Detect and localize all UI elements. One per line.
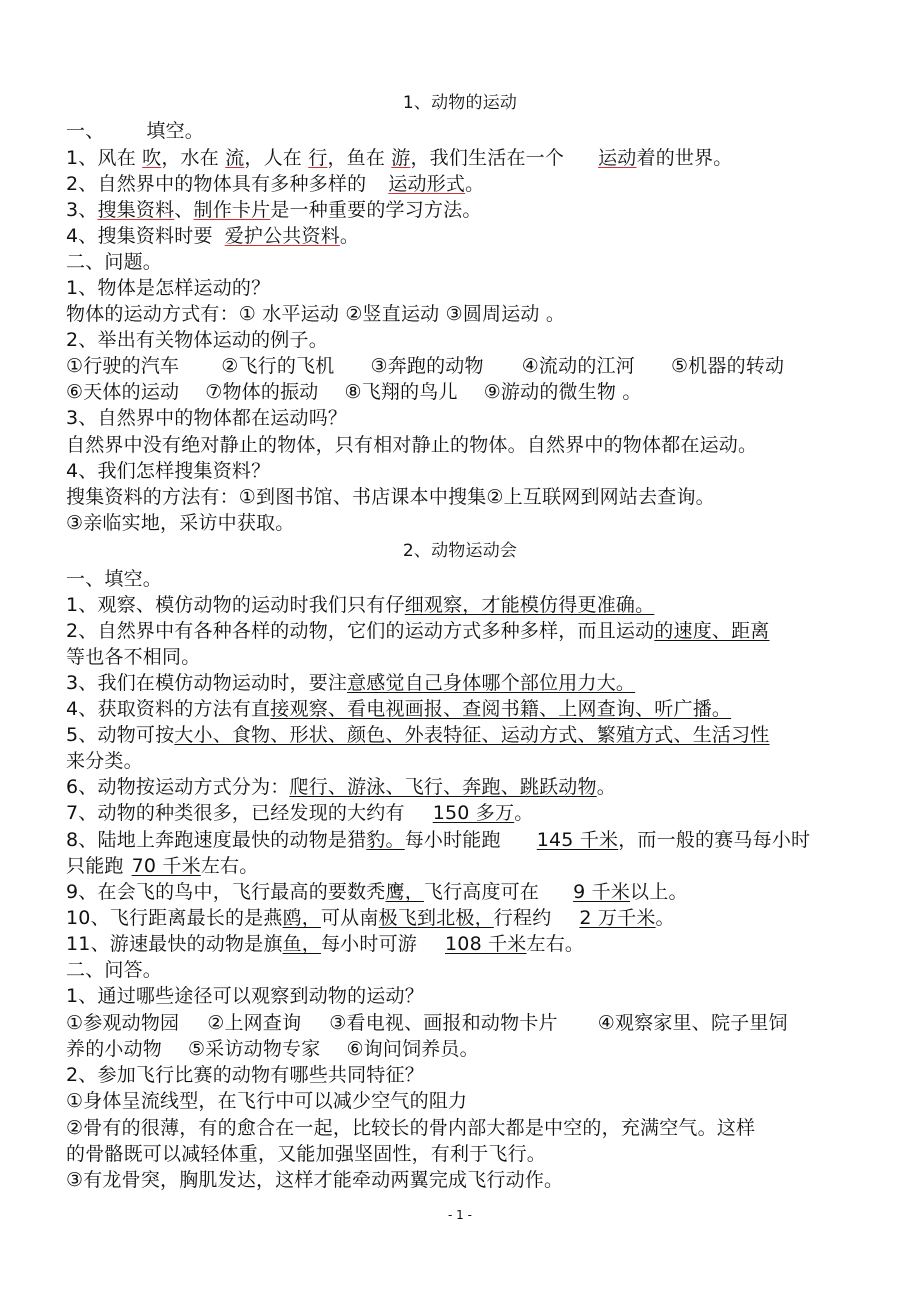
answer: 爱护公共资料 bbox=[224, 225, 340, 247]
list-item: 养的小动物 bbox=[66, 1038, 163, 1060]
text: ，我们生活在一个 bbox=[410, 147, 565, 169]
answer: 大小、食物、形状、颜色、外表特征、运动方式、繁殖方式、生活习性 bbox=[174, 724, 770, 746]
text: 2、自然界中有各种各样的动物，它们的运动方式多种多样，而且运动 bbox=[66, 620, 655, 642]
text: 是一种重要的学习方法。 bbox=[270, 199, 482, 221]
text: 。 bbox=[596, 776, 616, 798]
s2-q11 bbox=[66, 931, 880, 957]
text: 1、风在 bbox=[66, 147, 143, 169]
text: 7、动物的种类很多，已经发现的大约有 bbox=[66, 802, 405, 824]
answer: 流 bbox=[225, 147, 245, 169]
answer: 制作卡片 bbox=[193, 199, 271, 221]
s1-a2-row1 bbox=[66, 353, 880, 379]
answer: 豹。 bbox=[366, 829, 405, 851]
text: 只能跑 bbox=[66, 855, 124, 877]
answer: 鱼， bbox=[282, 933, 321, 955]
heading-number: 一、 bbox=[66, 120, 105, 142]
page-number: - 1 - bbox=[448, 1208, 472, 1222]
s2-a1-row1 bbox=[66, 1010, 880, 1036]
list-item: ⑦物体的振动 bbox=[205, 381, 319, 403]
s2-a2-question: 2、参加飞行比赛的动物有哪些共同特征？ bbox=[66, 1064, 424, 1086]
s1-a1-answer: 物体的运动方式有：① 水平运动 ②竖直运动 ③圆周运动 。 bbox=[66, 303, 566, 325]
s2-q2b: 等也各不相同。 bbox=[66, 646, 201, 668]
s2-q5b: 来分类。 bbox=[66, 750, 143, 772]
answer: 9 千米 bbox=[573, 881, 631, 903]
list-item: ⑧飞翔的鸟儿 bbox=[344, 381, 458, 403]
answer: 108 千米 bbox=[445, 933, 527, 955]
list-item: ⑥询问饲养员。 bbox=[346, 1038, 479, 1060]
list-item: ⑨游动的微生物 。 bbox=[483, 381, 642, 403]
s1-q3 bbox=[66, 197, 880, 223]
text: 。 bbox=[655, 907, 675, 929]
answer: 145 千米 bbox=[536, 829, 619, 851]
text: 9、在会飞的鸟中，飞行最高的要数秃 bbox=[66, 881, 386, 903]
s1-a4-answer-1: 搜集资料的方法有：①到图书馆、书店课本中搜集②上互联网到网站去查询。 bbox=[66, 486, 715, 508]
answer: 爬行、游泳、飞行、奔跑、跳跃动物 bbox=[289, 776, 597, 798]
list-item: ⑥天体的运动 bbox=[66, 381, 180, 403]
list-item: ⑤采访动物专家 bbox=[188, 1038, 321, 1060]
text: 行程约 bbox=[493, 907, 552, 929]
answer: 行 bbox=[308, 147, 328, 169]
s1-a3-answer: 自然界中没有绝对静止的物体，只有相对静止的物体。自然界中的物体都在运动。 bbox=[66, 434, 758, 456]
text: ，人在 bbox=[244, 147, 309, 169]
text: 6、动物按运动方式分为： bbox=[66, 776, 290, 798]
list-item: ⑤机器的转动 bbox=[670, 355, 785, 377]
s1-a1-question: 1、物体是怎样运动的？ bbox=[66, 277, 271, 299]
s1-qa-heading: 二、问题。 bbox=[66, 251, 163, 273]
text: ，鱼在 bbox=[327, 147, 392, 169]
s1-q4 bbox=[66, 223, 880, 249]
text: 10、飞行距离最长的是燕 bbox=[66, 907, 283, 929]
heading-label: 填空。 bbox=[146, 120, 205, 142]
s2-a2-answer-4: ③有龙骨突，胸肌发达，这样才能牵动两翼完成飞行动作。 bbox=[66, 1169, 564, 1191]
text: 可从南 bbox=[320, 907, 379, 929]
s2-q6 bbox=[66, 774, 880, 800]
list-item: ①行驶的汽车 bbox=[66, 355, 180, 377]
answer: 的速度、距离 bbox=[654, 620, 770, 642]
answer: 极飞到北极， bbox=[378, 907, 494, 929]
list-item: ②上网查询 bbox=[207, 1012, 302, 1034]
answer: 搜集资料 bbox=[97, 199, 175, 221]
text: 。 bbox=[514, 802, 534, 824]
text: 4、搜集资料时要 bbox=[66, 225, 213, 247]
s2-a1-row2 bbox=[66, 1036, 880, 1062]
s1-a3-question: 3、自然界中的物体都在运动吗？ bbox=[66, 407, 348, 429]
text: 飞行高度可在 bbox=[423, 881, 540, 903]
s2-q1 bbox=[66, 592, 880, 618]
list-item: ④观察家里、院子里饲 bbox=[597, 1012, 788, 1034]
list-item: ①参观动物园 bbox=[66, 1012, 180, 1034]
answer: 150 多万 bbox=[432, 802, 515, 824]
s1-a2-row2 bbox=[66, 379, 880, 405]
s2-q5a bbox=[66, 722, 880, 748]
s1-a4-question: 4、我们怎样搜集资料？ bbox=[66, 460, 271, 482]
text: 11、游速最快的动物是旗 bbox=[66, 933, 283, 955]
s2-q9 bbox=[66, 879, 880, 905]
answer: 细观察，才能模仿得更准确。 bbox=[404, 594, 655, 616]
s2-q2a bbox=[66, 618, 880, 644]
text: 8、陆地上奔跑速度最快的动物是猎 bbox=[66, 829, 367, 851]
s2-q8a bbox=[66, 827, 880, 853]
answer: 鹰， bbox=[385, 881, 424, 903]
answer: 运动 bbox=[598, 147, 637, 169]
s2-a2-answer-1: ①身体呈流线型，在飞行中可以减少空气的阻力 bbox=[66, 1090, 468, 1112]
text: 左右。 bbox=[526, 933, 585, 955]
s2-qa-heading: 二、问答。 bbox=[66, 959, 163, 981]
answer: 鸥， bbox=[282, 907, 321, 929]
s2-a1-question: 1、通过哪些途径可以观察到动物的运动？ bbox=[66, 985, 424, 1007]
text: 。 bbox=[339, 225, 360, 247]
s2-a2-answer-2: ②骨有的很薄，有的愈合在一起，比较长的骨内部大都是中空的，充满空气。这样 bbox=[66, 1117, 756, 1139]
list-item: ③看电视、画报和动物卡片 bbox=[329, 1012, 558, 1034]
text: 3、我们在模仿动物运动时，要注 bbox=[66, 672, 348, 694]
s2-q10 bbox=[66, 905, 880, 931]
s2-fill-heading: 一、填空。 bbox=[66, 568, 163, 590]
text: 5、动物可按 bbox=[66, 724, 175, 746]
s2-q4 bbox=[66, 696, 880, 722]
list-item: ②飞行的飞机 bbox=[221, 355, 335, 377]
answer: 70 千米 bbox=[131, 855, 201, 877]
section1-fill-heading bbox=[66, 118, 880, 144]
list-item: ③奔跑的动物 bbox=[370, 355, 484, 377]
text: 4、获取资料的方法有直 bbox=[66, 698, 271, 720]
s2-a2-answer-3: 的骨骼既可以减轻体重，又能加强坚固性，有利于飞行。 bbox=[66, 1143, 547, 1165]
text: 每小时可游 bbox=[320, 933, 417, 955]
list-item: ④流动的江河 bbox=[521, 355, 635, 377]
text: 、 bbox=[174, 199, 194, 221]
answer: 接观察、看电视画报、查阅书籍、上网查询、听广播。 bbox=[270, 698, 732, 720]
text: 左右。 bbox=[200, 855, 259, 877]
text: 3、 bbox=[66, 199, 98, 221]
answer: 意感觉自己身体哪个部位用力大。 bbox=[347, 672, 636, 694]
answer: 运动形式 bbox=[388, 173, 466, 195]
section2-title: 2、动物运动会 bbox=[402, 541, 518, 561]
text: 1、观察、模仿动物的运动时我们只有仔 bbox=[66, 594, 405, 616]
text: ，水在 bbox=[161, 147, 226, 169]
text: 以上。 bbox=[630, 881, 688, 903]
text: 着的世界。 bbox=[636, 147, 733, 169]
answer: 吹 bbox=[142, 147, 162, 169]
s2-q8b bbox=[66, 853, 880, 879]
s2-q3 bbox=[66, 670, 880, 696]
text: 每小时能跑 bbox=[404, 829, 501, 851]
s1-a4-answer-2: ③亲临实地，采访中获取。 bbox=[66, 512, 295, 534]
section1-title: 1、动物的运动 bbox=[402, 93, 518, 113]
text: ，而一般的赛马每小时 bbox=[618, 829, 811, 851]
s1-q1 bbox=[66, 145, 880, 171]
answer: 游 bbox=[391, 147, 411, 169]
s1-q2 bbox=[66, 171, 880, 197]
answer: 2 万千米 bbox=[579, 907, 656, 929]
s1-a2-question: 2、举出有关物体运动的例子。 bbox=[66, 329, 328, 351]
text: 。 bbox=[465, 173, 485, 195]
text: 2、自然界中的物体具有多种多样的 bbox=[66, 173, 367, 195]
s2-q7 bbox=[66, 800, 880, 826]
